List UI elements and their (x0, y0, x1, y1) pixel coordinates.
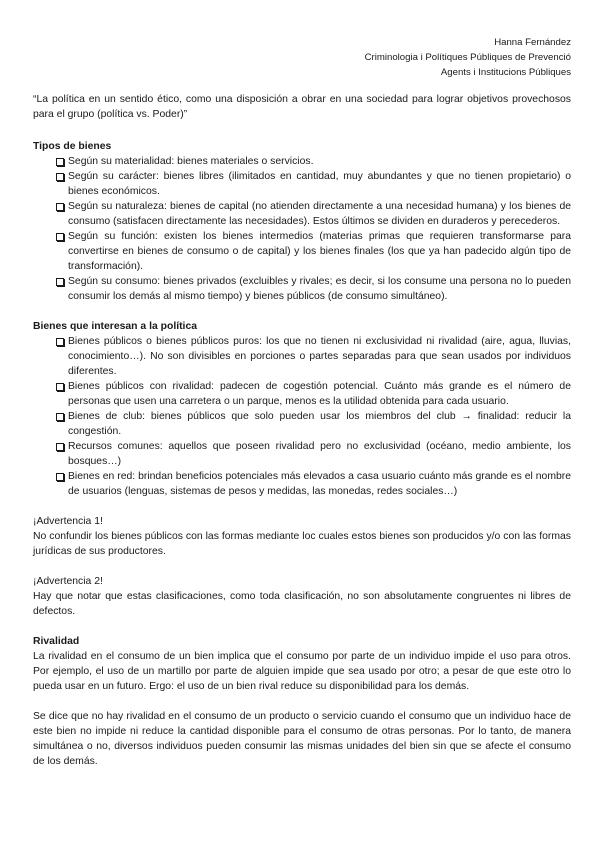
intro-quote: “La política en un sentido ético, como una disposición a obrar en una sociedad para lograr objetivos provechosos para el grupo (política vs. Poder)” (33, 94, 571, 120)
list-item: Según su función: existen los bienes intermedios (materias primas que requieren transformarse para convertirse en bienes de consumo o de capital) y los bienes finales (los que ya han padecido algún tipo de transformación). (33, 229, 571, 274)
checkbox-bullet-icon (56, 278, 64, 286)
list-item: Recursos comunes: aquellos que poseen rivalidad pero no exclusividad (océano, medio ambiente, los bosques…) (33, 439, 571, 469)
advertencia-2-text: Hay que notar que estas clasificaciones, como toda clasificación, no son absolutamente congruentes ni libres de defectos. (33, 591, 571, 617)
author-name: Hanna Fernández (494, 37, 571, 48)
checkbox-bullet-icon (56, 173, 64, 181)
checkbox-bullet-icon (56, 443, 64, 451)
checkbox-bullet-icon (56, 338, 64, 346)
list-item: Según su naturaleza: bienes de capital (no atienden directamente a una necesidad humana) y los bienes de consumo (satisfacen directamente las necesidades). Estos últimos se dividen en duraderos y perecederos. (33, 199, 571, 229)
list-item: Según su carácter: bienes libres (ilimitados en cantidad, muy abundantes y que no tienen propietario) o bienes económicos. (33, 169, 571, 199)
course-name: Criminologia i Polítiques Públiques de Prevenció (364, 52, 571, 63)
bienes-list (33, 334, 571, 499)
section-title-tipos: Tipos de bienes (33, 141, 112, 152)
checkbox-bullet-icon (56, 383, 64, 391)
section-rivalidad (33, 634, 571, 769)
section-title-bienes: Bienes que interesan a la política (33, 321, 197, 332)
section-bienes-politica (33, 319, 571, 499)
checkbox-bullet-icon (56, 473, 64, 481)
checkbox-bullet-icon (56, 233, 64, 241)
tipos-list (33, 154, 571, 304)
advertencia-2-title: ¡Advertencia 2! (33, 576, 103, 587)
section-advertencia-2 (33, 574, 571, 619)
section-advertencia-1 (33, 514, 571, 559)
list-item: Según su consumo: bienes privados (excluibles y rivales; es decir, si los consume una persona no lo pueden consumir los demás al mismo tiempo) y bienes públicos (de consumo simultáneo). (33, 274, 571, 304)
list-item: Según su materialidad: bienes materiales o servicios. (33, 154, 571, 169)
list-item: Bienes públicos con rivalidad: padecen de cogestión potencial. Cuánto más grande es el número de personas que usen una carretera o un parque, menos es la utilidad obtenida para cada usuario. (33, 379, 571, 409)
list-item: Bienes públicos o bienes públicos puros: los que no tienen ni exclusividad ni rivalidad (aire, agua, lluvias, conocimiento…). No son divisibles en porciones o partes separadas para que sean usados por individuos diferentes. (33, 334, 571, 379)
checkbox-bullet-icon (56, 413, 64, 421)
rivalidad-paragraph-1: La rivalidad en el consumo de un bien implica que el consumo por parte de un individuo impide el uso para otros. Por ejemplo, el uso de un martillo por parte de alguien impide que sea usado por otro; a pesar de que este otro lo pueda usar en un futuro. Ergo: el uso de un bien rival reduce su disponibilidad para los demás. (33, 651, 571, 692)
advertencia-1-text: No confundir los bienes públicos con las formas mediante loc cuales estos bienes son producidos y/o con las formas jurídicas de sus productores. (33, 531, 571, 557)
list-item: Bienes de club: bienes públicos que solo pueden usar los miembros del club → finalidad: reducir la congestión. (33, 409, 571, 439)
document-body (33, 92, 571, 769)
advertencia-1-title: ¡Advertencia 1! (33, 516, 103, 527)
page-header (365, 35, 571, 80)
section-title-rivalidad: Rivalidad (33, 636, 80, 647)
section-tipos-de-bienes (33, 139, 571, 304)
checkbox-bullet-icon (56, 158, 64, 166)
list-item: Bienes en red: brindan beneficios potenciales más elevados a casa usuario cuánto más grande es el nombre de usuarios (lenguas, sistemas de pesos y medidas, las monedas, redes sociales…) (33, 469, 571, 499)
checkbox-bullet-icon (56, 203, 64, 211)
rivalidad-paragraph-2: Se dice que no hay rivalidad en el consumo de un producto o servicio cuando el consumo que un individuo hace de este bien no impide ni reduce la cantidad disponible para el consumo de otras personas. Por lo tanto, de manera simultánea o no, diversos individuos pueden consumir las mismas unidades del bien sin que se afecte el consumo de los demás. (33, 711, 571, 767)
subject-name: Agents i Institucions Públiques (440, 67, 571, 78)
